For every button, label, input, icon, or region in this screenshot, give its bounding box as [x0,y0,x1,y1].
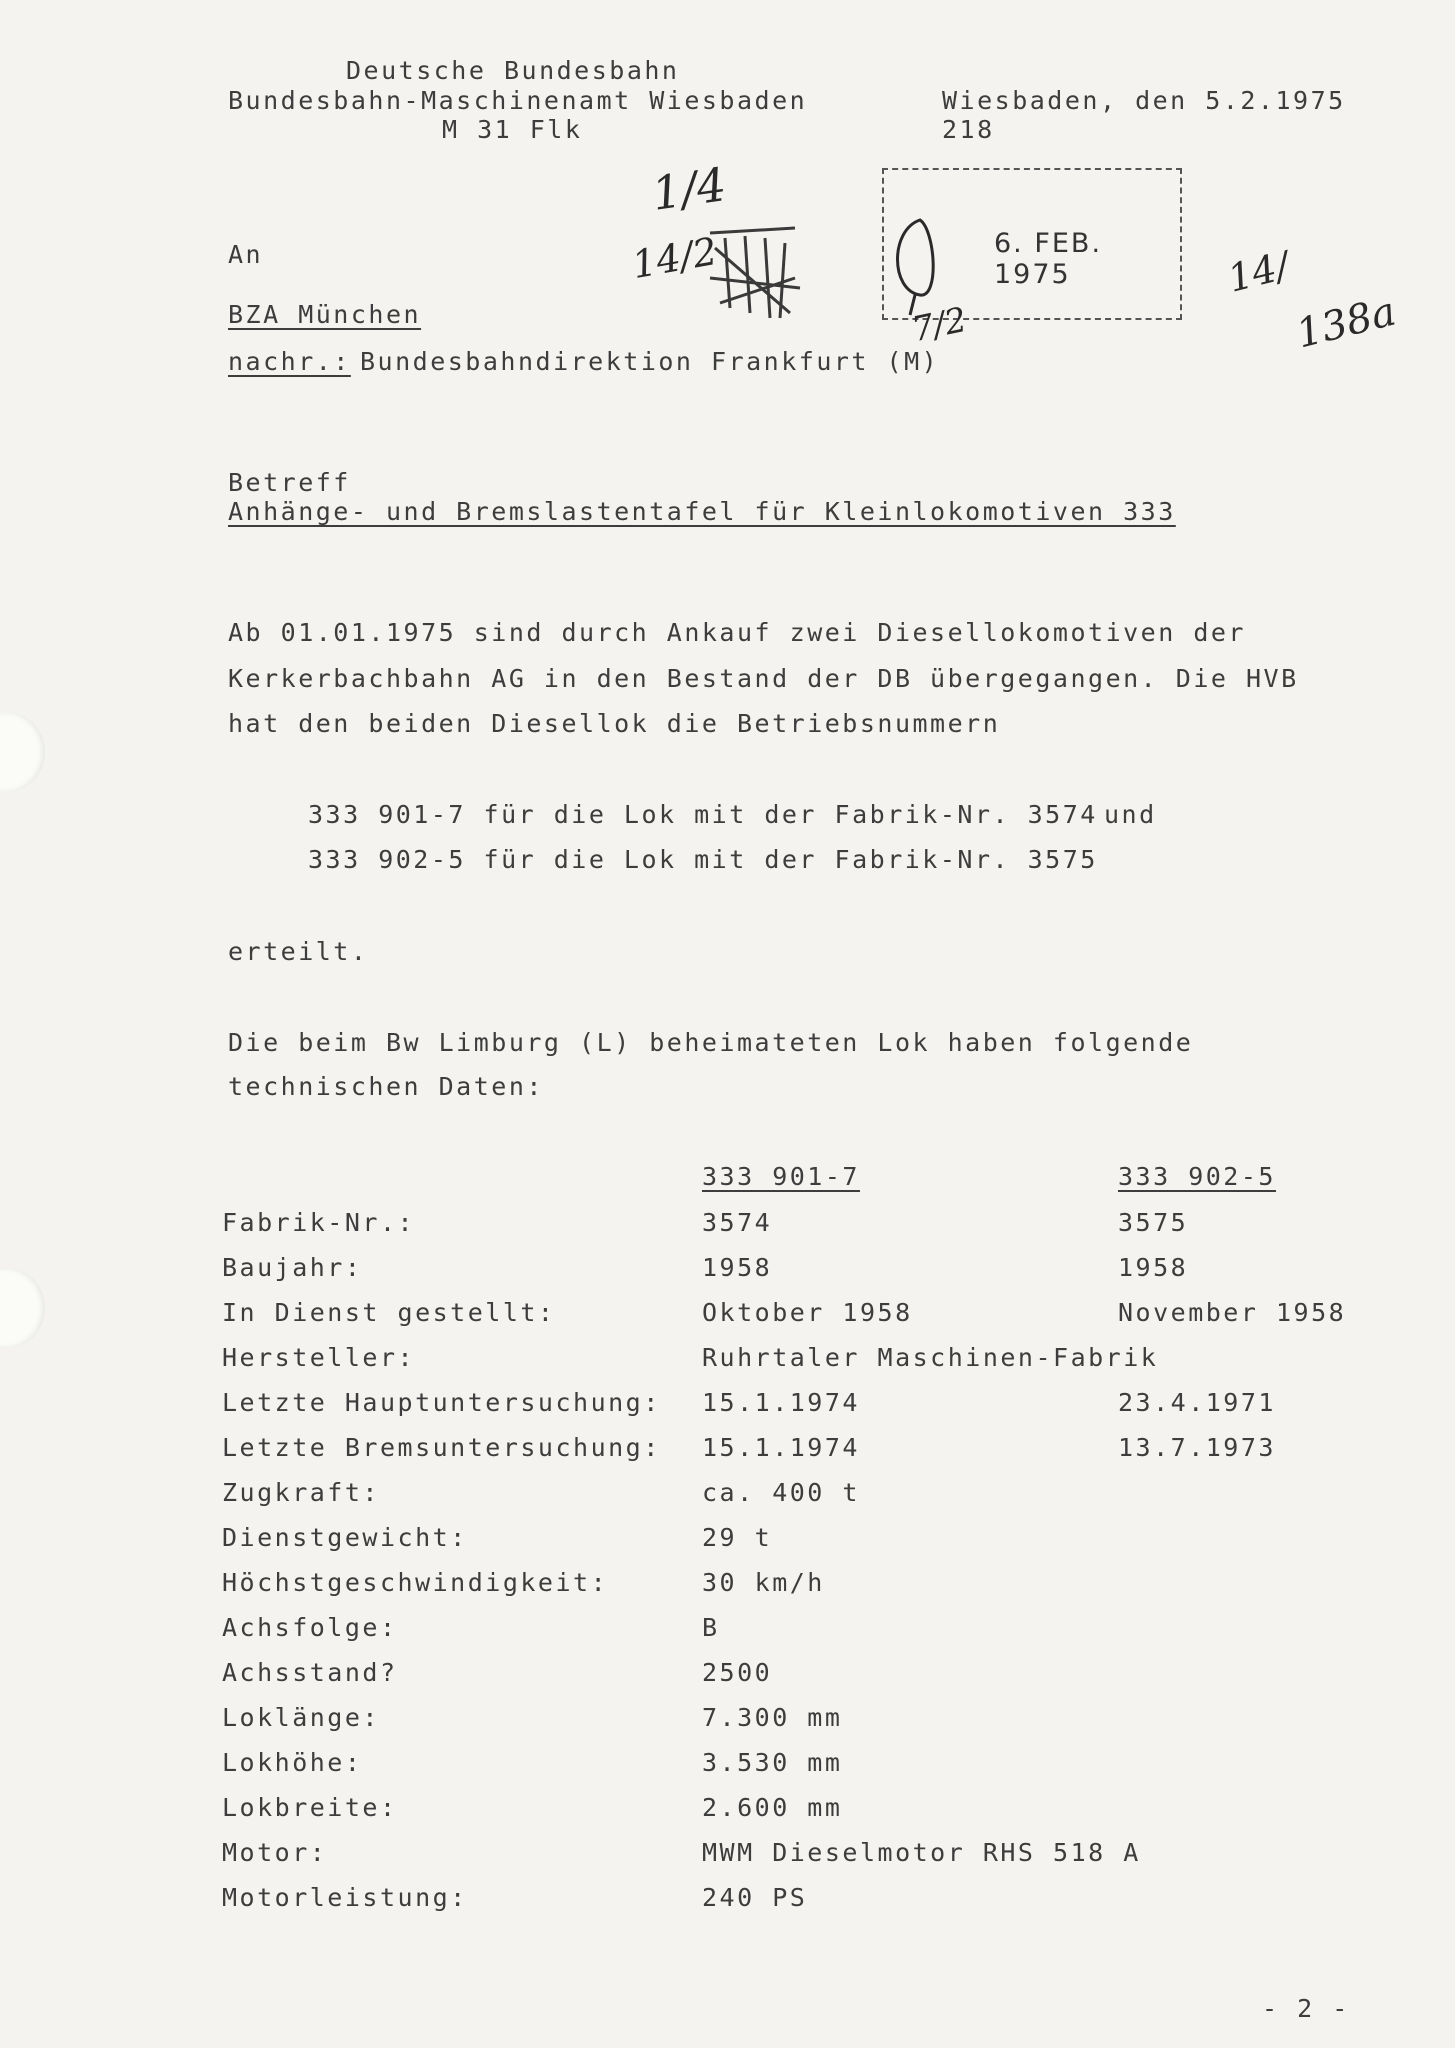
table-row-label: Letzte Bremsuntersuchung: [222,1433,661,1462]
table-row-label: Baujahr: [222,1253,363,1282]
cc-label: nachr.: [228,347,351,376]
table-cell-value: Ruhrtaler Maschinen-Fabrik [702,1343,1159,1372]
table-row-label: In Dienst gestellt: [222,1298,556,1327]
table-cell-value: Oktober 1958 [702,1298,913,1327]
table-cell-value: 29 t [702,1523,773,1552]
table-column-header: 333 902-5 [1118,1162,1276,1191]
table-row-label: Fabrik-Nr.: [222,1208,416,1237]
table-cell-value: 15.1.1974 [702,1388,860,1417]
table-row-label: Achsstand? [222,1658,398,1687]
cc-recipient: Bundesbahndirektion Frankfurt (M) [360,347,940,376]
handwritten-note: 7/2 [908,299,971,351]
table-column-header: 333 901-7 [702,1162,860,1191]
table-row-label: Motorleistung: [222,1883,468,1912]
handwritten-note: 1/4 [648,157,730,221]
body-line: hat den beiden Diesellok die Betriebsnummern [228,709,1001,738]
handwritten-scribble [700,218,810,328]
table-cell-value: 7.300 mm [702,1703,843,1732]
table-row-label: Höchstgeschwindigkeit: [222,1568,609,1597]
table-cell-value: 2.600 mm [702,1793,843,1822]
org-reference: M 31 Flk [442,115,583,144]
table-cell-value: ca. 400 t [702,1478,860,1507]
recipient-name: BZA München [228,300,422,329]
table-cell-value: 23.4.1971 [1118,1388,1276,1417]
table-cell-value: 1958 [702,1253,773,1282]
table-row-label: Letzte Hauptuntersuchung: [222,1388,661,1417]
subject-text: Anhänge- und Bremslastentafel für Kleinlokomotiven 333 [228,497,1176,526]
table-cell-value: MWM Dieselmotor RHS 518 A [702,1838,1141,1867]
table-cell-value: 2500 [702,1658,773,1687]
org-office: Bundesbahn-Maschinenamt Wiesbaden [228,86,808,115]
table-row-label: Motor: [222,1838,328,1867]
table-row-label: Lokhöhe: [222,1748,363,1777]
assignment-conjunction: und [1104,800,1157,829]
punch-hole [0,1268,45,1348]
table-row-label: Zugkraft: [222,1478,380,1507]
table-row-label: Achsfolge: [222,1613,398,1642]
table-row-label: Hersteller: [222,1343,416,1372]
handwritten-note: 138a [1291,288,1401,358]
subject-label: Betreff [228,468,351,497]
table-cell-value: 3575 [1118,1208,1189,1237]
body-line: Ab 01.01.1975 sind durch Ankauf zwei Diesellokomotiven der [228,618,1246,647]
table-cell-value: 30 km/h [702,1568,825,1597]
handwritten-note: 14/2 [628,228,721,288]
table-cell-value: 15.1.1974 [702,1433,860,1462]
table-row-label: Lokbreite: [222,1793,398,1822]
table-row-label: Loklänge: [222,1703,380,1732]
table-cell-value: 240 PS [702,1883,808,1912]
assignment-line: 333 901-7 für die Lok mit der Fabrik-Nr. 3574 [308,800,1098,829]
punch-hole [0,712,45,792]
handwritten-note: 14/ [1223,243,1294,301]
body-line: Die beim Bw Limburg (L) beheimateten Lok haben folgende [228,1028,1194,1057]
table-cell-value: 1958 [1118,1253,1189,1282]
table-cell-value: B [702,1613,720,1642]
table-row-label: Dienstgewicht: [222,1523,468,1552]
body-line: Kerkerbachbahn AG in den Bestand der DB übergegangen. Die HVB [228,664,1299,693]
letter-date: Wiesbaden, den 5.2.1975 [942,86,1346,115]
body-line: erteilt. [228,937,369,966]
recipient-an: An [228,240,264,269]
page-number: - 2 - [1262,1994,1350,2023]
table-cell-value: 3574 [702,1208,773,1237]
table-cell-value: 3.530 mm [702,1748,843,1777]
table-cell-value: 13.7.1973 [1118,1433,1276,1462]
org-name: Deutsche Bundesbahn [346,56,680,85]
table-cell-value: November 1958 [1118,1298,1347,1327]
stamp-date: 6. FEB. 1975 [994,228,1103,290]
assignment-line: 333 902-5 für die Lok mit der Fabrik-Nr. 3575 [308,845,1098,874]
body-line: technischen Daten: [228,1072,544,1101]
letter-number: 218 [942,115,995,144]
